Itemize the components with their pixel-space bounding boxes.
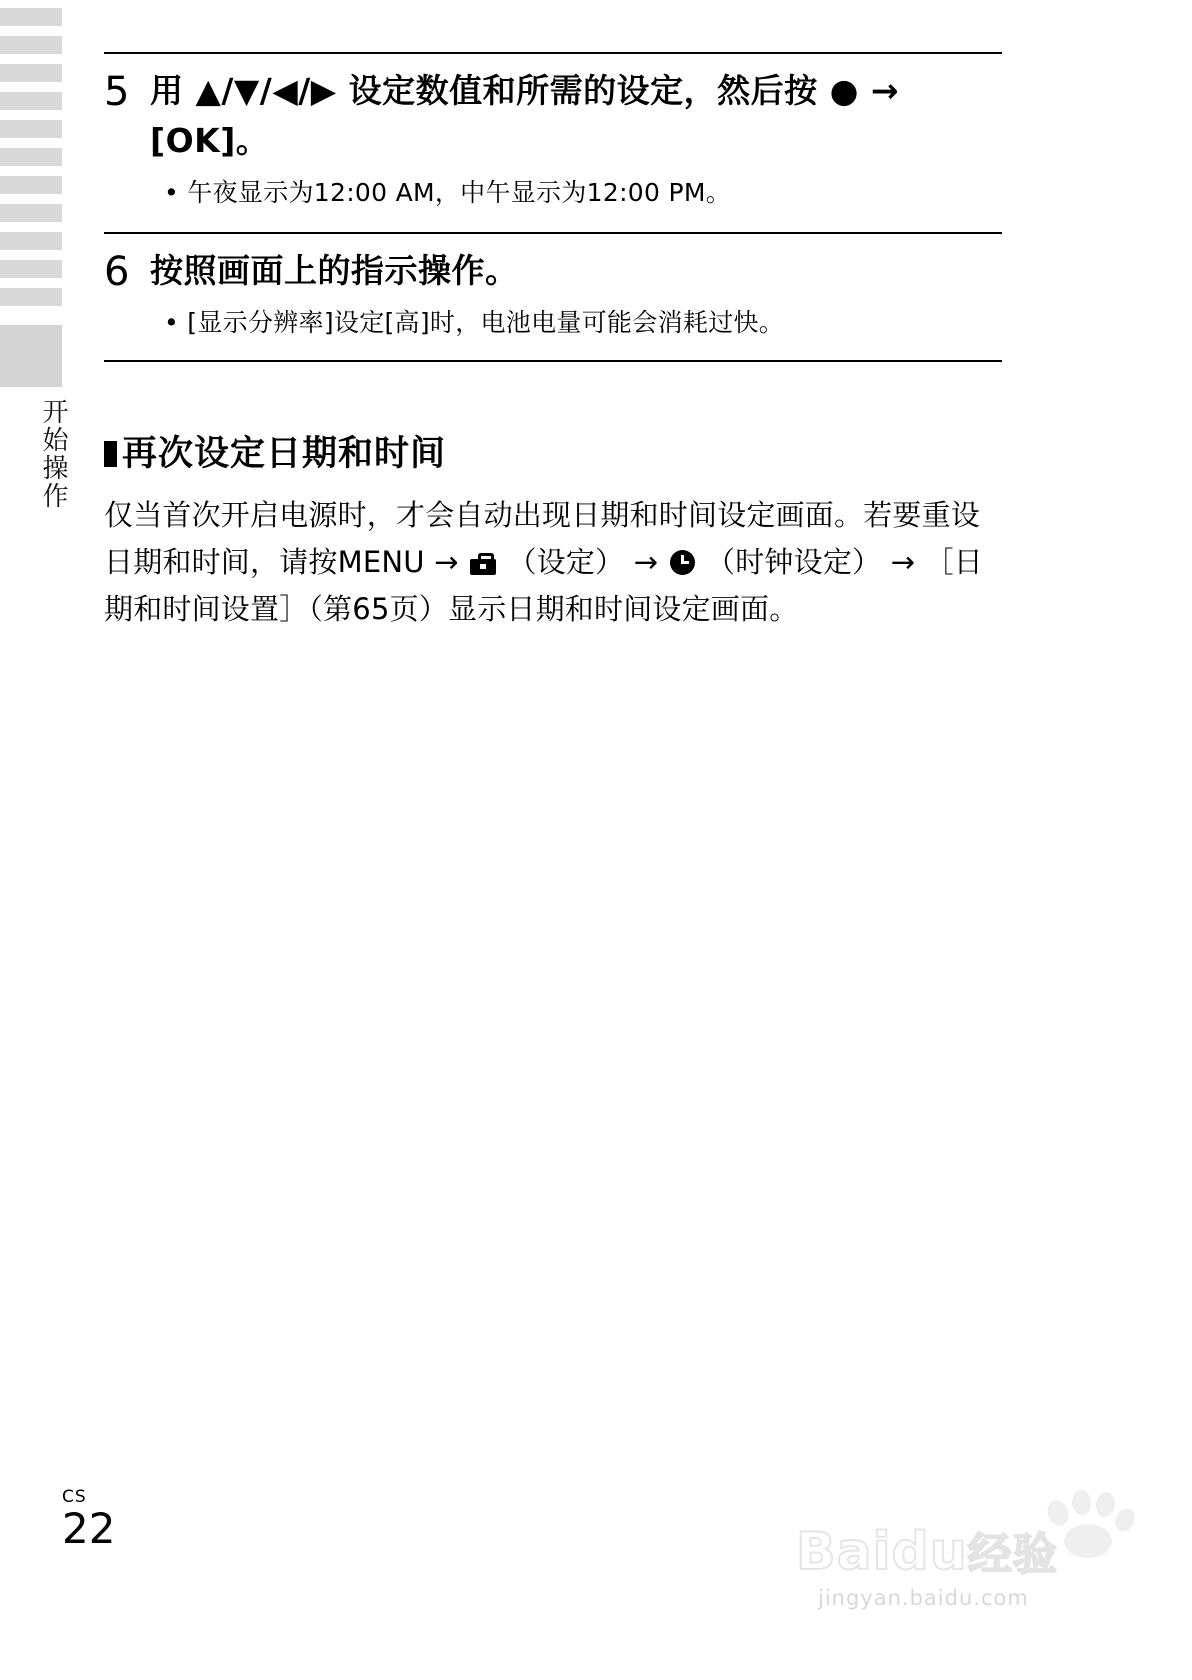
divider-bottom <box>104 360 1002 362</box>
paw-print-icon <box>1046 1490 1138 1554</box>
edge-stripe <box>0 288 62 306</box>
arrow-2: → <box>633 545 659 579</box>
watermark <box>796 1490 1156 1620</box>
paragraph-text-part2: ［日期和时间设置］（第65页）显示日期和时间设定画面。 <box>104 545 983 626</box>
chapter-side-label: 开始操作 <box>38 398 68 510</box>
edge-stripe <box>0 8 62 26</box>
step-item <box>104 234 1002 360</box>
arrow-1: → <box>434 545 459 579</box>
edge-stripe <box>0 92 62 110</box>
edge-stripe <box>0 64 62 82</box>
step-item <box>104 54 1002 232</box>
edge-stripe <box>0 260 62 278</box>
step-note: • [显示分辨率]设定[高]时，电池电量可能会消耗过快。 <box>150 302 1002 344</box>
page-number: 22 <box>62 1504 116 1553</box>
watermark-brand-cn: 经验 <box>967 1529 1058 1580</box>
edge-stripe <box>0 36 62 54</box>
watermark-url: jingyan.baidu.com <box>818 1586 1029 1610</box>
step-note: • 午夜显示为12:00 AM，中午显示为12:00 PM。 <box>150 172 1002 214</box>
section-heading-text: 再次设定日期和时间 <box>122 434 447 474</box>
clock-icon <box>670 550 695 575</box>
edge-stripe <box>0 176 62 194</box>
language-code: CS <box>62 1487 87 1507</box>
section-reset-datetime <box>104 430 1002 633</box>
clock-label: （时钟设定） <box>706 545 882 579</box>
edge-stripe-band <box>0 0 62 380</box>
paragraph-text-part1: 仅当首次开启电源时，才会自动出现日期和时间设定画面。若要重设日期和时间，请按MENU <box>104 498 981 579</box>
page-content <box>104 0 1002 633</box>
settings-label: （设定） <box>507 545 625 579</box>
section-heading <box>104 430 1002 478</box>
watermark-brand-text: Baidu <box>796 1522 968 1582</box>
toolbox-settings-icon <box>470 553 496 575</box>
step-title: 用 ▲/▼/◀/▶ 设定数值和所需的设定，然后按 ● → [OK]。 <box>150 71 900 160</box>
section-paragraph <box>104 492 1002 633</box>
watermark-brand <box>796 1518 1058 1582</box>
step-body <box>150 66 1002 214</box>
edge-chapter-tab <box>0 325 62 387</box>
arrow-3: → <box>890 545 916 579</box>
step-number: 5 <box>104 69 130 115</box>
square-bullet-icon <box>104 441 117 467</box>
step-title: 按照画面上的指示操作。 <box>150 251 519 290</box>
edge-stripe <box>0 148 62 166</box>
step-number: 6 <box>104 249 130 295</box>
edge-stripe <box>0 204 62 222</box>
step-body <box>150 246 1002 344</box>
page-footer <box>62 1488 115 1552</box>
edge-stripe <box>0 232 62 250</box>
edge-stripe <box>0 120 62 138</box>
